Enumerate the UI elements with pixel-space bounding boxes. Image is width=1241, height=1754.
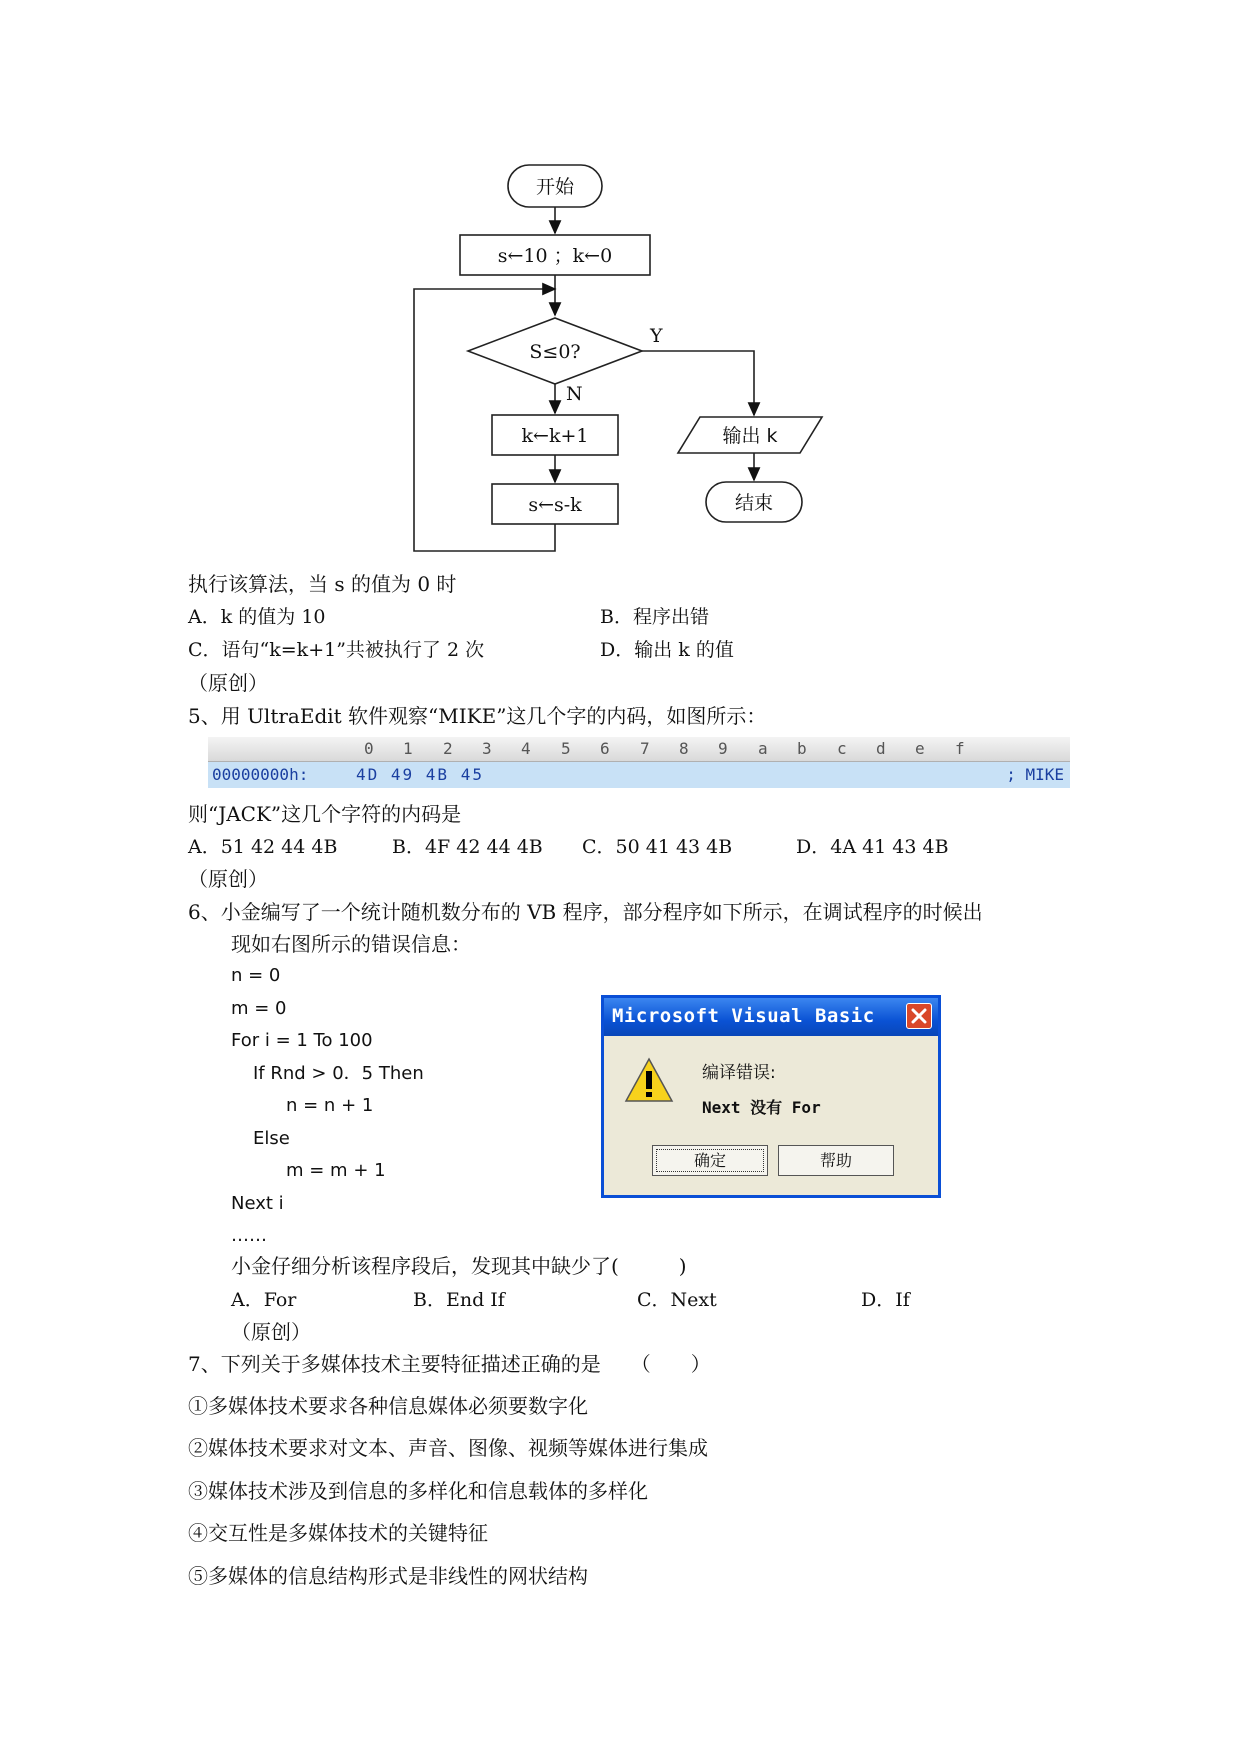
init-label: s←10 ；k←0	[497, 245, 613, 267]
q6-option-b: B．End If	[413, 1289, 505, 1311]
hex-col-3: 3	[482, 739, 492, 758]
hex-address: 00000000h:	[212, 765, 309, 784]
step1-label: k←k+1	[521, 425, 589, 447]
q7-item-4: ④交互性是多媒体技术的关键特征	[188, 1521, 488, 1545]
warning-icon	[624, 1056, 674, 1104]
dialog-titlebar	[604, 998, 938, 1036]
hex-col-8: 8	[679, 739, 689, 758]
q7-item-2: ②媒体技术要求对文本、声音、图像、视频等媒体进行集成	[188, 1436, 708, 1460]
dialog-heading: 编译错误:	[702, 1063, 776, 1083]
hex-col-d: d	[876, 739, 886, 758]
yes-label: Y	[650, 325, 663, 347]
dialog-message: Next 没有 For	[702, 1098, 821, 1117]
code-line-6: Else	[253, 1128, 290, 1149]
q4-option-d: D．输出 k 的值	[600, 639, 734, 661]
start-label: 开始	[535, 176, 575, 198]
vb-error-dialog	[601, 995, 941, 1198]
hex-col-9: 9	[718, 739, 728, 758]
hex-col-2: 2	[443, 739, 453, 758]
code-line-2: m = 0	[231, 998, 287, 1019]
hex-col-4: 4	[521, 739, 531, 758]
hex-col-c: c	[837, 739, 847, 758]
dialog-title: Microsoft Visual Basic	[612, 1005, 875, 1027]
code-line-8: Next i	[231, 1193, 284, 1214]
q6-question: 小金仔细分析该程序段后，发现其中缺少了( )	[231, 1254, 687, 1278]
code-line-7: m = m + 1	[286, 1160, 386, 1181]
hex-ascii: ; MIKE	[1006, 765, 1064, 784]
q5-stem: 5、用 UltraEdit 软件观察“MIKE”这几个字的内码，如图所示：	[188, 704, 767, 728]
q6-stem-line1: 6、小金编写了一个统计随机数分布的 VB 程序，部分程序如下所示，在调试程序的时候出	[188, 900, 983, 924]
q6-option-d: D．If	[861, 1289, 910, 1311]
hex-col-a: a	[758, 739, 768, 758]
q6-option-c: C．Next	[637, 1289, 717, 1311]
q5-option-c: C．50 41 43 4B	[582, 836, 733, 858]
hex-bytes: 4D 49 4B 45	[356, 765, 484, 784]
q5-option-d: D．4A 41 43 4B	[796, 836, 949, 858]
q7-item-3: ③媒体技术涉及到信息的多样化和信息载体的多样化	[188, 1479, 648, 1503]
q4-option-b: B．程序出错	[600, 606, 709, 628]
q5-option-b: B．4F 42 44 4B	[392, 836, 543, 858]
hex-data-row	[208, 762, 1070, 788]
hex-col-0: 0	[364, 739, 374, 758]
q6-source: （原创）	[231, 1320, 311, 1344]
hex-col-6: 6	[600, 739, 610, 758]
hex-col-7: 7	[640, 739, 650, 758]
q6-option-a: A．For	[231, 1289, 297, 1311]
q7-item-1: ①多媒体技术要求各种信息媒体必须要数字化	[188, 1394, 588, 1418]
hex-column-header	[208, 737, 1070, 762]
decision-label: S≤0?	[529, 341, 581, 363]
q7-stem: 7、下列关于多媒体技术主要特征描述正确的是 （ ）	[188, 1352, 711, 1376]
q5-source: （原创）	[188, 867, 268, 891]
help-button[interactable]: 帮助	[778, 1145, 894, 1176]
output-label: 输出 k	[722, 425, 778, 447]
q6-stem-line2: 现如右图所示的错误信息：	[231, 932, 471, 956]
code-line-3: For i = 1 To 100	[231, 1030, 373, 1051]
no-label: N	[566, 383, 583, 405]
code-line-5: n = n + 1	[286, 1095, 374, 1116]
step2-label: s←s-k	[528, 494, 582, 516]
hex-col-1: 1	[403, 739, 413, 758]
hex-col-e: e	[915, 739, 925, 758]
q5-question: 则“JACK”这几个字符的内码是	[188, 802, 462, 826]
hex-viewer	[208, 737, 1070, 789]
q5-option-a: A．51 42 44 4B	[188, 836, 338, 858]
code-line-1: n = 0	[231, 965, 281, 986]
q4-option-c: C．语句“k=k+1”共被执行了 2 次	[188, 639, 485, 661]
hex-col-5: 5	[561, 739, 571, 758]
end-label: 结束	[734, 492, 774, 514]
algorithm-flowchart	[400, 155, 860, 565]
q4-option-a: A．k 的值为 10	[188, 606, 326, 628]
q4-stem: 执行该算法，当 s 的值为 0 时	[188, 572, 457, 596]
code-line-4: If Rnd > 0．5 Then	[253, 1063, 424, 1084]
code-line-9: ……	[231, 1225, 267, 1246]
hex-col-b: b	[797, 739, 807, 758]
close-icon[interactable]	[906, 1003, 932, 1029]
q4-source: （原创）	[188, 671, 268, 695]
ok-button[interactable]: 确定	[652, 1145, 768, 1176]
q7-item-5: ⑤多媒体的信息结构形式是非线性的网状结构	[188, 1564, 588, 1588]
hex-col-f: f	[955, 739, 965, 758]
